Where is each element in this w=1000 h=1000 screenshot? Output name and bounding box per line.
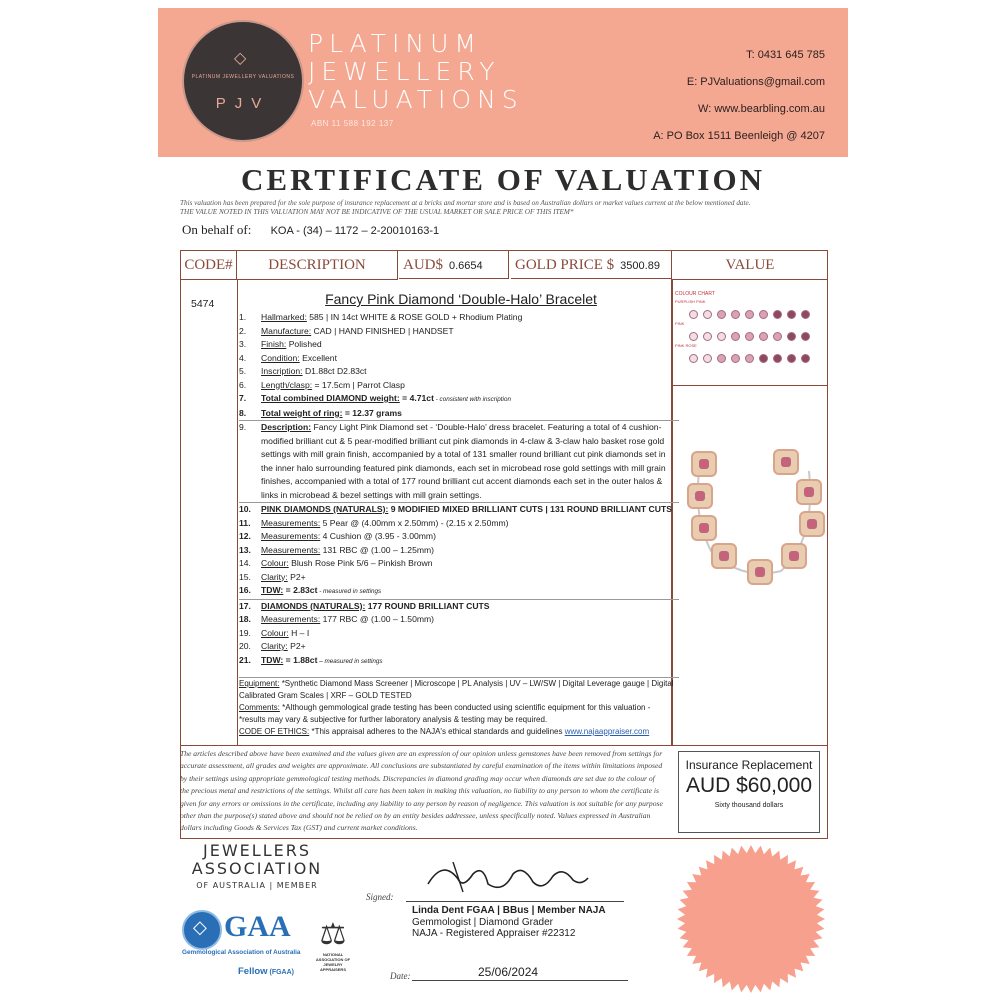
row-label: Total combined DIAMOND weight: — [261, 393, 400, 403]
detail-row — [239, 571, 679, 585]
ethics-text: *This appraisal adheres to the NAJA's ethical standards and guidelines — [309, 727, 565, 736]
bracelet-link — [747, 559, 773, 585]
row-number: 4. — [239, 352, 247, 363]
disclaimer-line: THE VALUE NOTED IN THIS VALUATION MAY NOT BE INDICATIVE OF THE USUAL MARKET OR SALE PRICE OF THIS ITEM* — [180, 208, 574, 216]
row-number: 17. — [239, 600, 251, 611]
header-gold-price — [511, 251, 672, 279]
value-divider — [673, 385, 827, 386]
insurance-label: Insurance Replacement — [685, 758, 813, 772]
row-label: PINK DIAMONDS (NATURALS): — [261, 504, 389, 514]
detail-row — [239, 311, 679, 325]
row-label: Measurements: — [261, 517, 321, 528]
row-text: 9 MODIFIED MIXED BRILLIANT CUTS | 131 ROUND BRILLIANT CUTS — [388, 504, 672, 514]
bracelet-photo — [681, 431, 826, 591]
naja-link[interactable]: www.najaappraiser.com — [564, 727, 650, 736]
fellow-label: Fellow — [238, 966, 268, 977]
row-text: Fancy Light Pink Diamond set - ‘Double-Halo’ dress bracelet. Featuring a total of 4 cushion-modified brilliant cut & 5 pear-modified brilliant cut pink diamonds in 4-claw & 3-claw halo basket rose gold settings with mill grain finish, accompanied by a total of 131 smaller round brilliant cut pink diamonds set in the inner halo surrounding featured pink diamonds, each set in microbead rose gold settings with mill grain finishes, accompanied with a total of 177 round brilliant cut accent diamonds each set in the outer halos & links in microbead & bezel settings with mill grain settings. — [261, 422, 666, 500]
bracelet-link — [799, 511, 825, 537]
ja-line: OF AUSTRALIA | MEMBER — [196, 881, 318, 890]
valuation-table — [180, 250, 828, 746]
detail-row — [239, 613, 679, 627]
certificate-page — [158, 8, 848, 992]
comments-text: *Although gemmological grade testing has been conducted using scientific equipment for this valuation - *results may vary & subjective for further laboratory analysis & testing may be required. — [239, 703, 651, 724]
row-number: 13. — [239, 544, 251, 555]
on-behalf-of — [182, 222, 439, 238]
row-text: CAD | HAND FINISHED | HANDSET — [311, 325, 454, 336]
signer-registration: NAJA - Registered Appraiser #22312 — [412, 928, 576, 939]
header-value: VALUE — [673, 251, 827, 280]
row-number: 5. — [239, 366, 247, 376]
row-text: 4 Cushion @ (3.95 - 3.00mm) — [320, 531, 436, 541]
row-number: 11. — [239, 517, 251, 528]
row-label: Hallmarked: — [261, 312, 307, 322]
detail-row — [239, 530, 679, 544]
row-label: DIAMONDS (NATURALS): — [261, 600, 366, 611]
seal-sticker-icon — [676, 844, 826, 994]
row-label: Measurements: — [261, 531, 321, 541]
brand-line: VALUATIONS — [308, 85, 524, 114]
behalf-label: On behalf of: — [182, 222, 252, 237]
row-number: 12. — [239, 531, 251, 541]
row-number: 8. — [239, 407, 247, 418]
header-aud — [399, 251, 509, 279]
disclaimer — [180, 199, 840, 217]
date-line — [412, 980, 628, 981]
row-label: Manufacture: — [261, 325, 312, 336]
fellow-note: (FGAA) — [267, 969, 295, 976]
row-number: 3. — [239, 339, 247, 349]
row-text: = 12.37 grams — [342, 407, 402, 418]
item-code: 5474 — [191, 298, 215, 310]
fellow-text — [238, 966, 294, 977]
equipment-notes — [239, 677, 679, 738]
insurance-words: Sixty thousand dollars — [714, 802, 784, 809]
detail-row — [239, 627, 679, 641]
column-divider — [237, 279, 238, 745]
row-label: Clarity: — [261, 641, 288, 651]
row-text: 5 Pear @ (4.00mm x 2.50mm) - (2.15 x 2.50mm) — [320, 517, 509, 528]
bracelet-link — [687, 483, 713, 509]
detail-row — [239, 338, 679, 352]
date-value: 25/06/2024 — [478, 965, 539, 979]
row-number: 9. — [239, 422, 247, 432]
equipment-text: *Synthetic Diamond Mass Screener | Microscope | PL Analysis | UV – LW/SW | Digital Leverage gauge | Digital Calibrated Gram Scales | XRF – GOLD TESTED — [239, 679, 674, 700]
ja-line: ASSOCIATION — [191, 859, 323, 878]
row-label: TDW: — [261, 585, 284, 595]
bracelet-link — [796, 479, 822, 505]
row-text: Polished — [286, 339, 322, 349]
detail-row — [239, 557, 679, 571]
bracelet-link — [781, 543, 807, 569]
bracelet-link — [711, 543, 737, 569]
detail-row — [239, 352, 679, 366]
row-text: P2+ — [287, 641, 306, 651]
row-text: H – I — [288, 627, 310, 638]
row-label: Finish: — [261, 339, 287, 349]
gold-label: GOLD PRICE $ — [515, 257, 615, 273]
row-label: Condition: — [261, 352, 300, 363]
detail-row — [239, 379, 679, 393]
disclaimer-line: This valuation has been prepared for the sole purpose of insurance replacement at a bricks and mortar store and is based on Australian dollars or market values current at the below mentioned date. — [180, 199, 751, 207]
pink-diamonds-heading — [239, 502, 679, 517]
chart-row-label: PINK — [675, 321, 685, 326]
row-note: – measured in settings — [317, 657, 383, 665]
behalf-value: KOA - (34) – 1172 – 2-20010163-1 — [270, 225, 440, 237]
gaa-subtitle: Gemmological Association of Australia — [182, 949, 301, 956]
row-text: Excellent — [299, 352, 337, 363]
logo-initials: PJV — [215, 95, 271, 112]
email-link[interactable]: E: PJValuations@gmail.com — [686, 76, 825, 88]
row-number: 14. — [239, 558, 251, 568]
row-number: 20. — [239, 641, 251, 651]
ja-line: JEWELLERS — [203, 841, 311, 860]
row-number: 18. — [239, 614, 251, 624]
brand-line: PLATINUM — [308, 29, 482, 58]
row-label: Clarity: — [261, 571, 288, 582]
row-number: 1. — [239, 312, 247, 322]
row-text: = 1.88ct — [283, 654, 318, 665]
signature-image — [423, 854, 593, 898]
row-number: 6. — [239, 379, 247, 390]
contact-block — [653, 42, 825, 150]
aud-label: AUD$ — [403, 257, 443, 273]
row-number: 2. — [239, 325, 247, 336]
row-text: Blush Rose Pink 5/6 – Pinkish Brown — [288, 558, 433, 568]
row-text: P2+ — [287, 571, 306, 582]
website-link[interactable]: W: www.bearbling.com.au — [698, 103, 825, 115]
gaa-logo-text: GAA — [224, 910, 291, 943]
signer-name: Linda Dent FGAA | BBus | Member NAJA — [412, 905, 606, 916]
gem-swatch-row — [689, 310, 823, 319]
detail-row — [239, 544, 679, 558]
row-text: 131 RBC @ (1.00 – 1.25mm) — [320, 544, 435, 555]
diamond-icon: ◇ — [234, 50, 247, 67]
aud-value: 0.6654 — [449, 260, 483, 272]
total-weight-row — [239, 407, 679, 421]
row-number: 10. — [239, 504, 251, 514]
colour-chart-title: COLOUR CHART — [675, 291, 715, 297]
comments-line — [239, 702, 679, 726]
row-label: Measurements: — [261, 544, 321, 555]
equipment-label: Equipment: — [239, 679, 280, 688]
row-label: Inscription: — [261, 366, 303, 376]
row-text: 177 ROUND BRILLIANT CUTS — [365, 600, 490, 611]
header-banner — [158, 8, 848, 157]
insurance-box — [678, 751, 820, 833]
brand-name — [308, 30, 524, 114]
pink-tdw-row — [239, 584, 679, 599]
row-note: - measured in settings — [317, 588, 382, 595]
row-number: 21. — [239, 654, 251, 665]
phone-text: T: 0431 645 785 — [746, 49, 825, 61]
row-note: - consistent with inscription — [433, 396, 511, 403]
scales-icon: ⚖ — [319, 918, 347, 951]
naja-logo — [310, 918, 356, 972]
gem-swatch-row — [689, 332, 823, 341]
gaa-diamond-icon — [182, 910, 222, 950]
header-description: DESCRIPTION — [237, 251, 398, 280]
bracelet-link — [691, 451, 717, 477]
row-text: = 2.83ct — [283, 585, 318, 595]
abn-number: ABN 11 588 192 137 — [311, 119, 394, 128]
description-row — [239, 420, 679, 502]
detail-row — [239, 325, 679, 339]
item-details — [239, 311, 679, 668]
row-label: Length/clasp: — [261, 379, 313, 390]
chart-row-label: PURPLISH PINK — [675, 299, 706, 304]
bracelet-link — [691, 515, 717, 541]
brand-line: JEWELLERY — [308, 57, 501, 86]
gold-value: 3500.89 — [620, 260, 660, 272]
row-text: = 4.71ct — [399, 393, 434, 403]
row-label: Colour: — [261, 627, 289, 638]
chart-row-label: PINK ROSE — [675, 343, 697, 348]
insurance-value: AUD $60,000 — [685, 774, 813, 797]
equipment-line — [239, 678, 679, 702]
row-number: 19. — [239, 627, 251, 638]
jewellers-association-logo — [182, 842, 332, 890]
colour-chart — [675, 291, 823, 379]
articles-disclaimer: The articles described above have been examined and the values given are an expression of our opinion unless gemstones have been removed from settings for accurate assessment, all grades and weights are approximate. All conclusions are substantiated by careful examination of the items within limitations imposed by their settings using appropriate gemmological testing methods. Discrepancies in diamond grading may occur when diamonds are set due to the colour of the precious metal and restrictions of the settings. Whilst all care has been taken in making this valuation, no liability to any person to whom the certificate is given for any errors or omissions in the certificate, including any liability to any person by reason of negligence. This valuation is not suitable for any purpose other than the purpose(s) stated above and should not be relied on by an entity besides addressee, unless specifically noted. Values expressed in Australian dollars including Goods & Services Tax (GST) and current market conditions. — [180, 749, 663, 833]
row-label: Total weight of ring: — [261, 407, 343, 418]
total-diamond-row — [239, 392, 679, 407]
header-code: CODE# — [181, 251, 237, 280]
row-text: 585 | IN 14ct WHITE & ROSE GOLD + Rhodium Plating — [306, 312, 523, 322]
date-label: Date: — [390, 971, 411, 981]
signer-role: Gemmologist | Diamond Grader — [412, 916, 553, 928]
naja-text: NATIONAL ASSOCIATION OF JEWELRY APPRAISERS — [315, 952, 351, 972]
certificate-title: CERTIFICATE OF VALUATION — [241, 162, 765, 197]
row-label: TDW: — [261, 654, 284, 665]
comments-label: Comments: — [239, 703, 280, 712]
ethics-label: CODE OF ETHICS: — [239, 727, 310, 736]
signature-line — [406, 901, 624, 902]
detail-row — [239, 365, 679, 379]
row-text: D1.88ct D2.83ct — [302, 366, 367, 376]
gem-swatch-row — [689, 354, 823, 363]
detail-row — [239, 640, 679, 654]
row-label: Colour: — [261, 558, 289, 568]
bracelet-link — [773, 449, 799, 475]
signer-details — [412, 905, 606, 940]
row-number: 16. — [239, 585, 251, 595]
address-text: A: PO Box 1511 Beenleigh @ 4207 — [653, 130, 825, 142]
row-text: 177 RBC @ (1.00 – 1.50mm) — [320, 614, 435, 624]
diamonds-tdw-row — [239, 654, 679, 669]
pjv-logo — [182, 20, 304, 142]
row-label: Measurements: — [261, 614, 321, 624]
row-number: 15. — [239, 571, 251, 582]
row-text: = 17.5cm | Parrot Clasp — [312, 379, 405, 390]
logo-ring-text: PLATINUM JEWELLERY VALUATIONS — [191, 74, 295, 80]
row-label: Description: — [261, 422, 312, 432]
diamonds-heading — [239, 599, 679, 614]
signed-label: Signed: — [366, 892, 394, 902]
item-title: Fancy Pink Diamond ‘Double-Halo’ Bracelet — [325, 291, 597, 307]
row-number: 7. — [239, 393, 247, 403]
detail-row — [239, 517, 679, 531]
ethics-line — [239, 726, 679, 738]
